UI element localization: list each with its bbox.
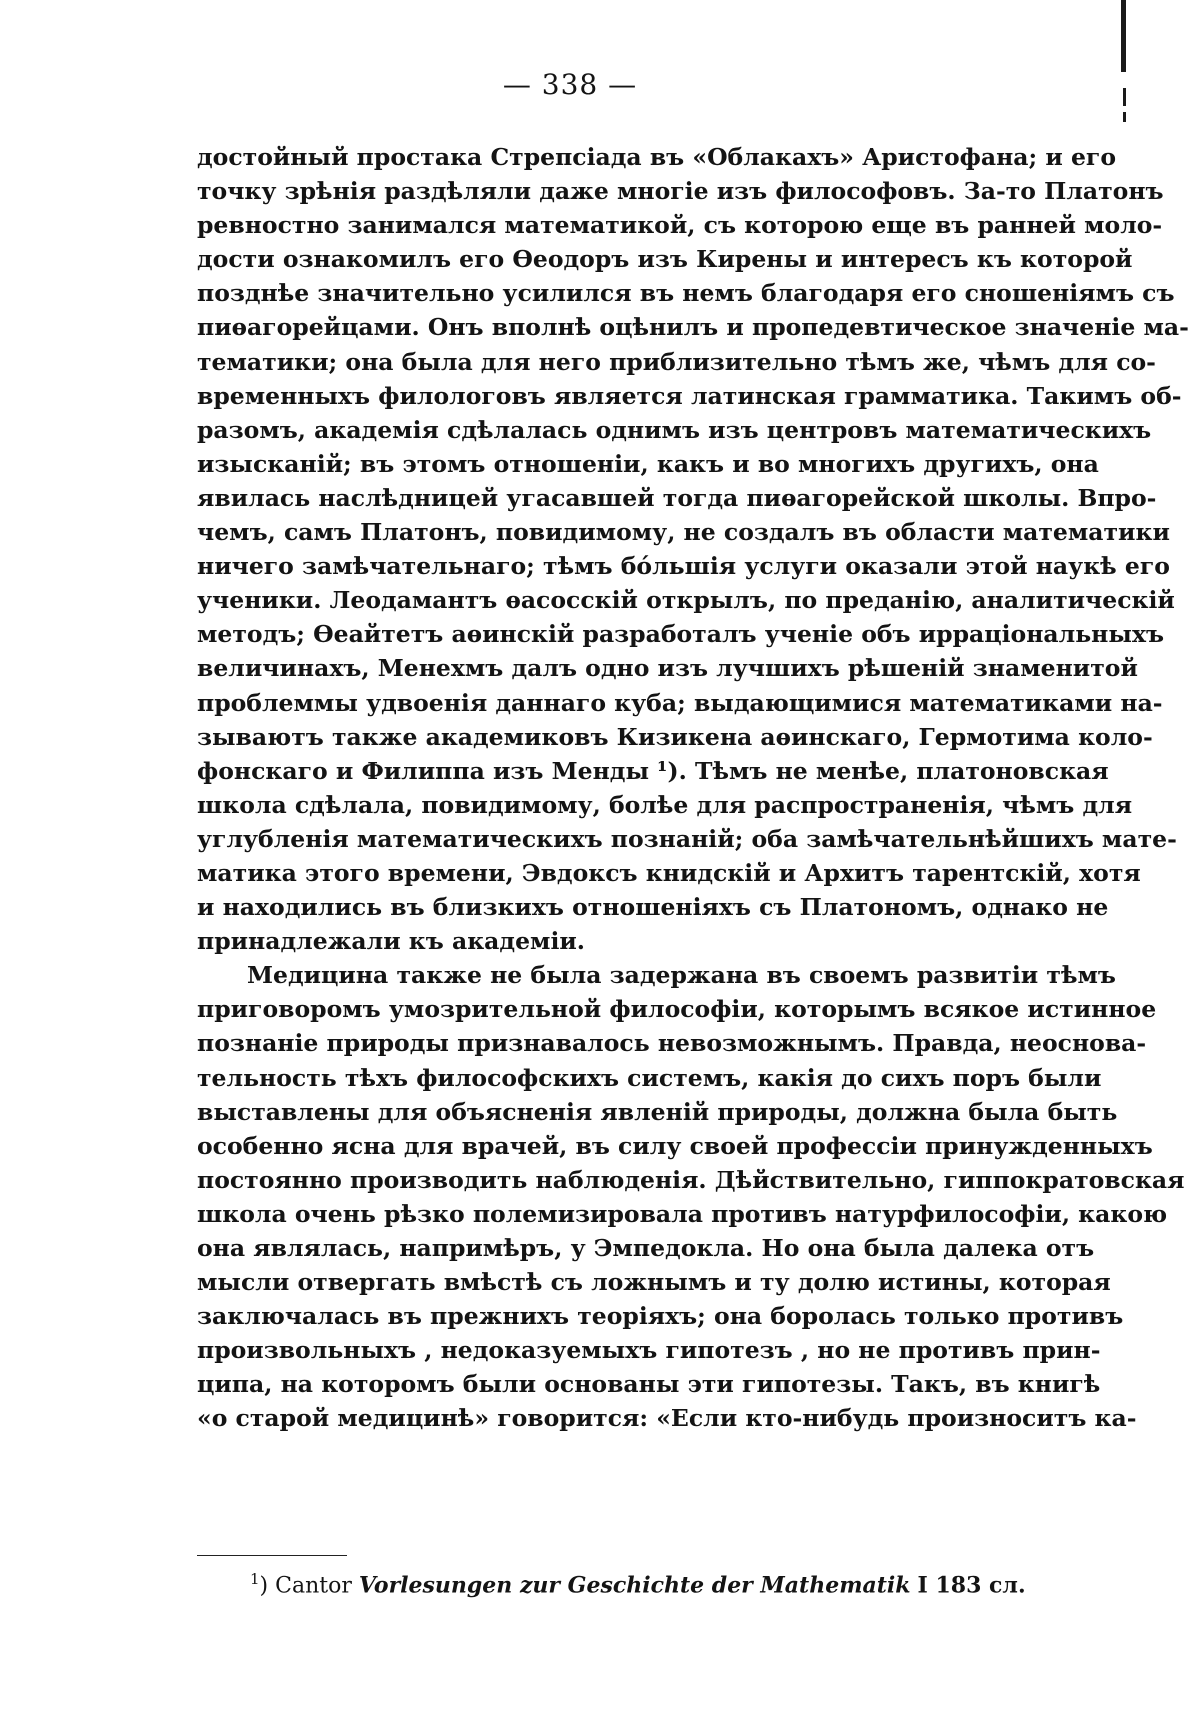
- text-line: и находились въ близкихъ отношеніяхъ съ Платономъ, однако не: [197, 893, 1109, 922]
- text-line: точку зрѣнія раздѣляли даже многіе изъ философовъ. За-то Платонъ: [197, 177, 1164, 206]
- text-line: ученики. Леодамантъ ѳасосскій открылъ, по преданію, аналитическій: [197, 586, 1175, 615]
- text-line: пиѳагорейцами. Онъ вполнѣ оцѣнилъ и пропедевтическое значеніе ма-: [197, 313, 1189, 342]
- text-line: ничего замѣчательнаго; тѣмъ бóльшія услуги оказали этой наукѣ его: [197, 552, 1170, 581]
- text-line: постоянно производить наблюденія. Дѣйствительно, гиппократовская: [197, 1165, 1185, 1194]
- text-line: школа очень рѣзко полемизировала противъ натурфилософіи, какою: [197, 1199, 1168, 1228]
- text-line: чемъ, самъ Платонъ, повидимому, не создалъ въ области математики: [197, 518, 1170, 547]
- text-line: произвольныхъ , недоказуемыхъ гипотезъ , но не противъ прин-: [197, 1336, 1101, 1365]
- footnote-mark: 1: [250, 1570, 260, 1588]
- text-line: разомъ, академія сдѣлалась однимъ изъ центровъ математическихъ: [197, 415, 1152, 444]
- text-line: углубленія математическихъ познаній; оба замѣчательнѣйшихъ мате-: [197, 824, 1177, 853]
- footnote-author: Cantor: [275, 1573, 352, 1599]
- text-line: достойный простака Стрепсіада въ «Облакахъ» Аристофана; и его: [197, 143, 1117, 171]
- text-line: матика этого времени, Эвдоксъ книдскій и Архитъ тарентскій, хотя: [197, 858, 1141, 887]
- text-line: тематики; она была для него приблизительно тѣмъ же, чѣмъ для со-: [197, 347, 1156, 376]
- page-edge-mark: [1121, 0, 1126, 72]
- body-text: [197, 140, 1189, 1436]
- text-line: позднѣе значительно усилился въ немъ благодаря его сношеніямъ съ: [197, 279, 1175, 308]
- paragraph-2: [197, 958, 1185, 1435]
- footnote-title: Vorlesungen zur Geschichte der Mathematik: [358, 1572, 911, 1599]
- footnote: $^1$) Cantor Vorlesungen zur Geschichte der Mathematik I 183 сл.: [250, 1570, 1026, 1599]
- text-line: «о старой медицинѣ» говорится: «Если кто-нибудь произноситъ ка-: [197, 1404, 1137, 1433]
- footnote-reference: I 183 сл.: [917, 1572, 1026, 1599]
- text-line: ревностно занимался математикой, съ которою еще въ ранней моло-: [197, 211, 1163, 240]
- text-line: выставлены для объясненія явленій природы, должна была быть: [197, 1097, 1118, 1126]
- text-line: Медицина также не была задержана въ своемъ развитіи тѣмъ: [247, 961, 1116, 990]
- text-line: зываютъ также академиковъ Кизикена аѳинскаго, Гермотима коло-: [197, 722, 1153, 751]
- text-line: мысли отвергать вмѣстѣ съ ложнымъ и ту долю истины, которая: [197, 1268, 1111, 1297]
- text-line: заключалась въ прежнихъ теоріяхъ; она боролась только противъ: [197, 1302, 1124, 1331]
- page-number: — 338 —: [502, 68, 638, 101]
- text-line: дости ознакомилъ его Өеодоръ изъ Кирены и интересъ къ которой: [197, 245, 1133, 274]
- text-line: она являлась, напримѣръ, у Эмпедокла. Но она была далека отъ: [197, 1234, 1095, 1262]
- text-line: особенно ясна для врачей, въ силу своей профессіи принужденныхъ: [197, 1131, 1153, 1160]
- paragraph-1: [197, 140, 1189, 958]
- page-edge-mark: [1123, 112, 1126, 122]
- text-line: временныхъ филологовъ является латинская грамматика. Такимъ об-: [197, 381, 1182, 410]
- text-line: величинахъ, Менехмъ далъ одно изъ лучшихъ рѣшеній знаменитой: [197, 654, 1138, 683]
- text-line: явилась наслѣдницей угасавшей тогда пиѳагорейской школы. Впро-: [197, 483, 1157, 512]
- text-line: познаніе природы признавалось невозможнымъ. Правда, неоснова-: [197, 1029, 1147, 1058]
- text-line: ципа, на которомъ были основаны эти гипотезы. Такъ, въ книгѣ: [197, 1370, 1101, 1399]
- text-line: фонскаго и Филиппа изъ Менды ¹). Тѣмъ не менѣе, платоновская: [197, 756, 1109, 785]
- text-line: тельность тѣхъ философскихъ системъ, какія до сихъ поръ были: [197, 1063, 1102, 1092]
- text-line: школа сдѣлала, повидимому, болѣе для распространенія, чѣмъ для: [197, 790, 1133, 819]
- text-line: изысканій; въ этомъ отношеніи, какъ и во многихъ другихъ, она: [197, 449, 1099, 478]
- text-line: принадлежали къ академіи.: [197, 927, 585, 956]
- text-line: проблеммы удвоенія даннаго куба; выдающимися математиками на-: [197, 688, 1163, 717]
- text-line: методъ; Өеайтетъ аѳинскій разработалъ ученіе объ ирраціональныхъ: [197, 620, 1164, 649]
- text-line: приговоромъ умозрительной философіи, которымъ всякое истинное: [197, 995, 1157, 1024]
- footnote-divider: [197, 1555, 347, 1556]
